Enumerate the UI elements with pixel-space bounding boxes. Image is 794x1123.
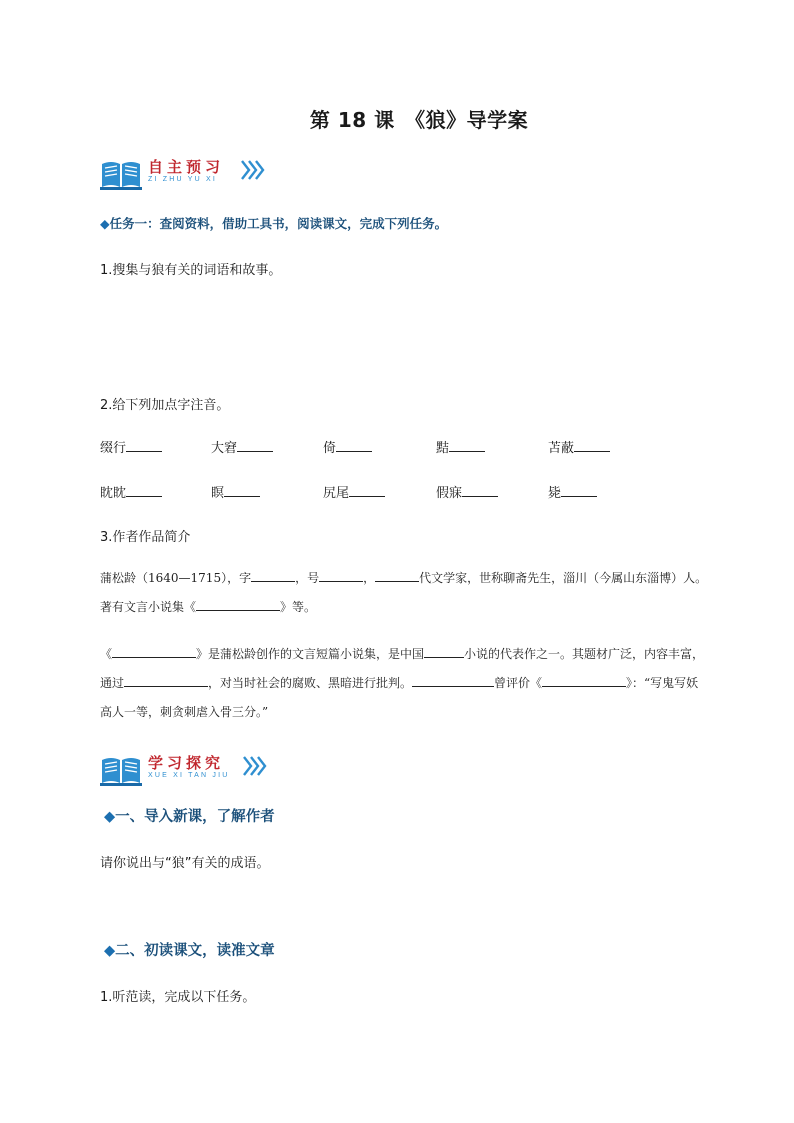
answer-blank[interactable]	[196, 596, 280, 611]
phonetic-item: 缀行	[100, 437, 162, 456]
book-icon	[100, 756, 142, 786]
page-title: 第 18 课 《狼》导学案	[309, 108, 529, 132]
answer-blank[interactable]	[412, 672, 494, 687]
heading-intro-author: ◆一、导入新课，了解作者	[104, 809, 275, 825]
work-intro-paragraph: 《 》是蒲松龄创作的文言短篇小说集，是中国 小说的代表作之一。其题材广泛，内容丰富，通过 ，对当时社会的腐败、黑暗进行批判。 曾评价《 》：“写鬼写妖高人一等，刺贪刺虐入骨三分。”	[100, 640, 710, 727]
section-pinyin: ZI ZHU YU XI	[148, 176, 218, 183]
phonetic-item: 眈眈	[100, 482, 162, 501]
phonetic-item: 大窘	[211, 437, 273, 456]
answer-blank[interactable]	[124, 672, 208, 687]
phonetic-item: 黠	[436, 437, 485, 456]
phonetic-item: 假寐	[436, 482, 498, 501]
diamond-icon: ◆	[104, 943, 116, 959]
chevron-right-icon	[240, 159, 266, 181]
section-title: 自主预习	[148, 158, 225, 176]
section-header-preview	[100, 156, 300, 196]
section-pinyin: XUE XI TAN JIU	[148, 772, 230, 779]
diamond-icon: ◆	[104, 809, 116, 825]
answer-blank[interactable]	[126, 482, 162, 497]
phonetic-item: 苫蔽	[548, 437, 610, 456]
book-icon	[100, 160, 142, 190]
chevron-right-icon	[242, 755, 268, 777]
answer-blank[interactable]	[112, 643, 196, 658]
phonetic-item: 毙	[548, 482, 597, 501]
phonetic-item: 瞑	[211, 482, 260, 501]
answer-blank[interactable]	[251, 567, 295, 582]
idiom-question: 请你说出与“狼”有关的成语。	[100, 856, 270, 871]
question-three: 3.作者作品简介	[100, 530, 191, 545]
answer-blank[interactable]	[336, 437, 372, 452]
answer-blank[interactable]	[375, 567, 419, 582]
answer-blank[interactable]	[237, 437, 273, 452]
diamond-icon: ◆	[100, 216, 110, 231]
answer-blank[interactable]	[319, 567, 363, 582]
answer-blank[interactable]	[424, 643, 464, 658]
phonetic-item: 尻尾	[323, 482, 385, 501]
answer-blank[interactable]	[126, 437, 162, 452]
listen-question: 1.听范读，完成以下任务。	[100, 990, 256, 1005]
task-one-text: 任务一：查阅资料，借助工具书，阅读课文，完成下列任务。	[109, 216, 448, 231]
answer-blank[interactable]	[574, 437, 610, 452]
author-intro-paragraph: 蒲松龄（1640—1715），字 ，号 ， 代文学家，世称聊斋先生，淄川（今属山东淄博）人。著有文言小说集《 》等。	[100, 564, 710, 622]
task-one	[100, 214, 447, 232]
answer-blank[interactable]	[542, 672, 626, 687]
answer-blank[interactable]	[449, 437, 485, 452]
heading-first-reading: ◆二、初读课文，读准文章	[104, 943, 275, 959]
phonetic-item: 倚	[323, 437, 372, 456]
question-one: 1.搜集与狼有关的词语和故事。	[100, 263, 282, 278]
section-title: 学习探究	[148, 754, 225, 772]
answer-blank[interactable]	[462, 482, 498, 497]
answer-blank[interactable]	[349, 482, 385, 497]
answer-blank[interactable]	[224, 482, 260, 497]
section-header-explore	[100, 752, 300, 792]
question-two: 2.给下列加点字注音。	[100, 398, 230, 413]
answer-blank[interactable]	[561, 482, 597, 497]
